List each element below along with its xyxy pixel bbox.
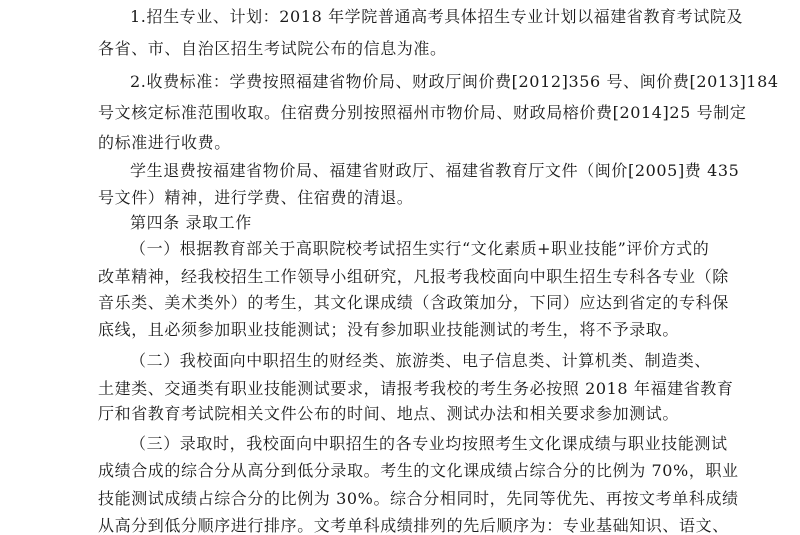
text-line: 的标准进行收费。: [98, 133, 231, 152]
text-line: （二）我校面向中职招生的财经类、旅游类、电子信息类、计算机类、制造类、: [130, 351, 712, 370]
text-line: 改革精神，经我校招生工作领导小组研究，凡报考我校面向中职生招生专科各专业（除: [98, 267, 729, 286]
text-line: 厅和省教育考试院相关文件公布的时间、地点、测试办法和相关要求参加测试。: [98, 404, 680, 423]
text-line: 音乐类、美术类外）的考生，其文化课成绩（含政策加分，下同）应达到省定的专科保: [98, 293, 729, 312]
text-line: 各省、市、自治区招生考试院公布的信息为准。: [98, 39, 447, 58]
text-line: 土建类、交通类有职业技能测试要求，请报考我校的考生务必按照 2018 年福建省教育: [98, 379, 734, 398]
text-line: 技能测试成绩占综合分的比例为 30%。综合分相同时，先同等优先、再按文考单科成绩: [98, 489, 739, 508]
text-line: （三）录取时，我校面向中职招生的各专业均按照考生文化课成绩与职业技能测试: [130, 434, 728, 453]
text-line: 学生退费按福建省物价局、福建省财政厅、福建省教育厅文件（闽价[2005]费 435: [130, 161, 740, 180]
text-line: 从高分到低分顺序进行排序。文考单科成绩排列的先后顺序为：专业基础知识、语文、: [98, 516, 729, 535]
section-heading: 第四条 录取工作: [130, 213, 252, 232]
text-line: 号文核定标准范围收取。住宿费分别按照福州市物价局、财政局榕价费[2014]25 号制定: [98, 103, 747, 122]
text-line: 2.收费标准：学费按照福建省物价局、财政厅闽价费[2012]356 号、闽价费[2013]184: [130, 72, 779, 91]
text-line: （一）根据教育部关于高职院校考试招生实行“文化素质+职业技能”评价方式的: [130, 239, 710, 258]
text-line: 号文件）精神，进行学费、住宿费的清退。: [98, 188, 414, 207]
text-line: 底线，且必须参加职业技能测试；没有参加职业技能测试的考生，将不予录取。: [98, 320, 680, 339]
text-line: 1.招生专业、计划：2018 年学院普通高考具体招生专业计划以福建省教育考试院及: [130, 7, 744, 26]
text-line: 成绩合成的综合分从高分到低分录取。考生的文化课成绩占综合分的比例为 70%，职业: [98, 461, 739, 480]
